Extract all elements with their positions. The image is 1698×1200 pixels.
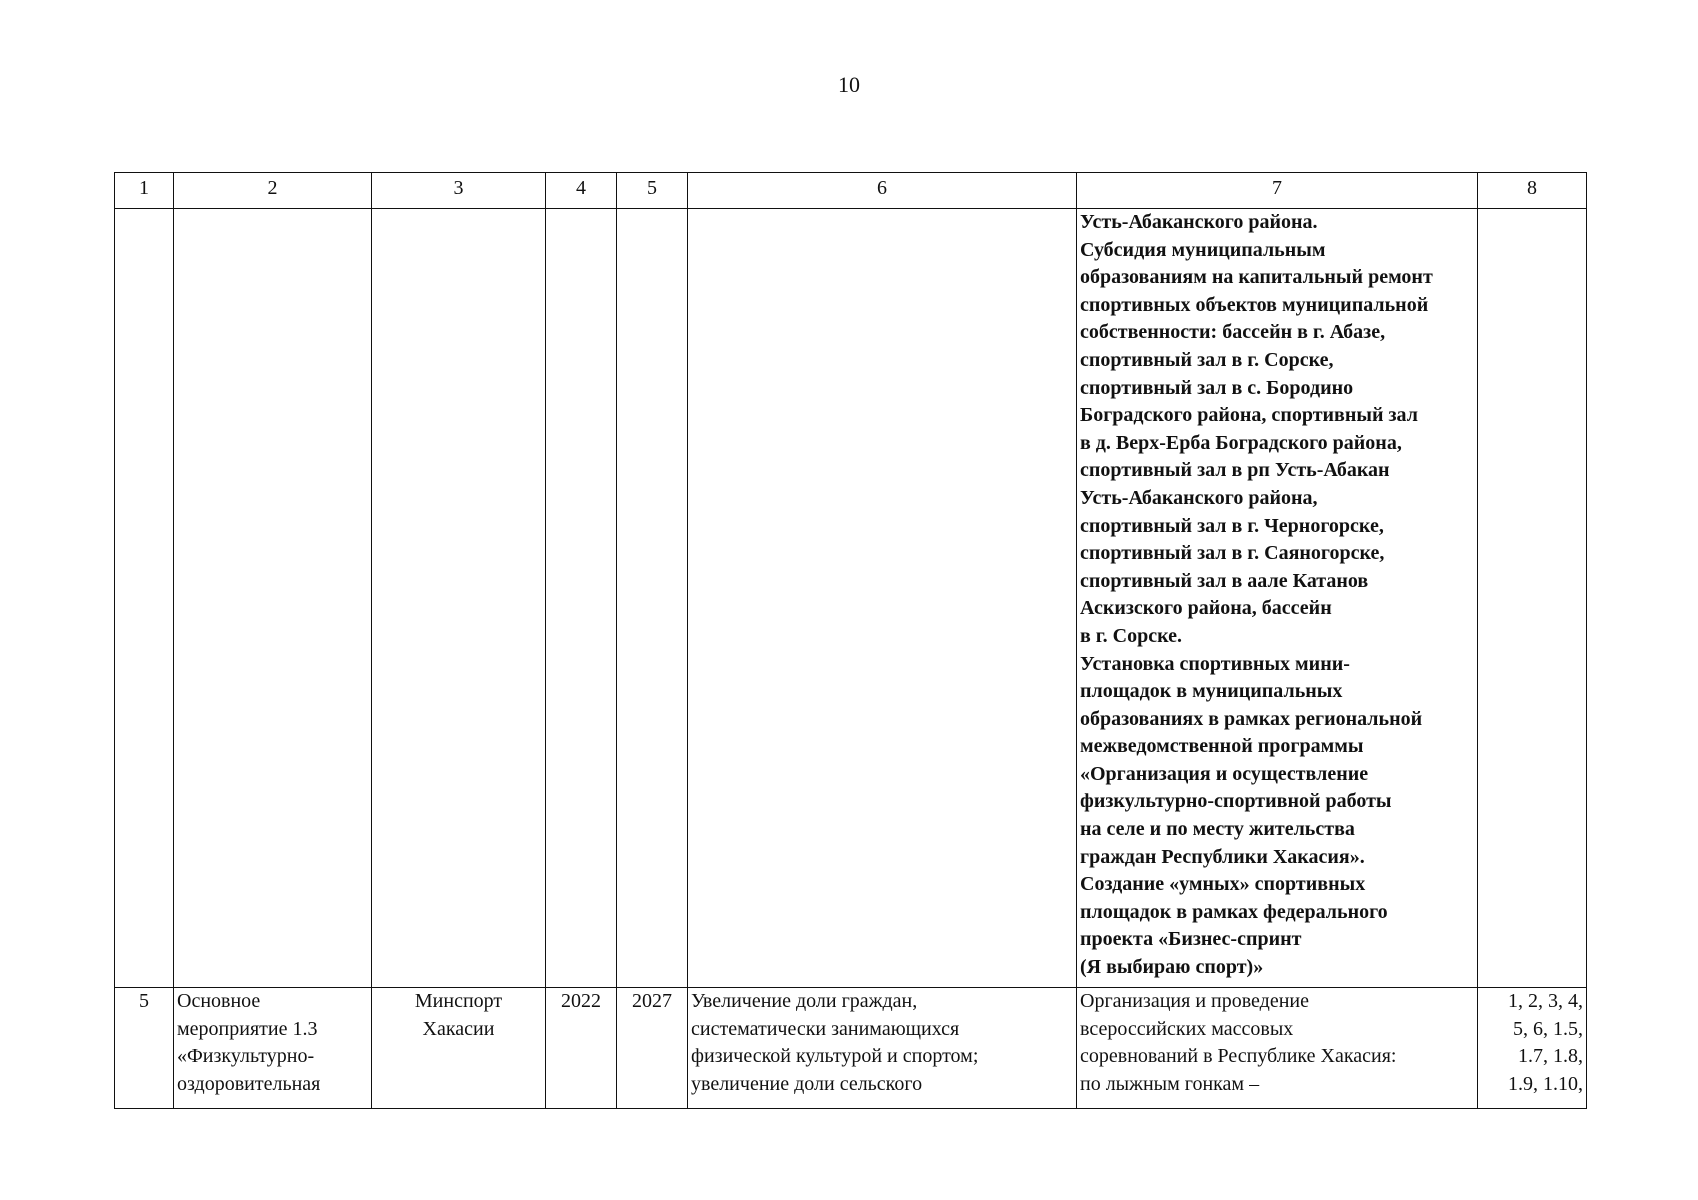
row2-expected-result: [688, 988, 1077, 1109]
row1-col5: [617, 209, 688, 988]
row1-col1: [115, 209, 174, 988]
cell-text-line: Аскизского района, бассейн: [1080, 597, 1332, 620]
cell-text-line: оздоровительная: [177, 1072, 321, 1095]
row2-executor: [372, 988, 546, 1109]
cell-text-line: Организация и проведение: [1080, 990, 1309, 1012]
cell-text-line: спортивный зал в рп Усть-Абакан: [1080, 459, 1390, 482]
cell-text-line: 1, 2, 3, 4,: [1508, 990, 1583, 1012]
cell-text-line: площадок в муниципальных: [1080, 680, 1343, 703]
cell-text-line: Усть-Абаканского района.: [1080, 211, 1318, 233]
cell-text-line: Минспорт: [414, 990, 503, 1012]
cell-text-line: Хакасии: [422, 1017, 495, 1040]
header-col-4: 4: [546, 173, 617, 209]
row2-start-year: 2022: [546, 988, 617, 1109]
cell-text-line: 5, 6, 1.5,: [1513, 1017, 1583, 1040]
cell-text-line: спортивный зал в г. Черногорске,: [1080, 514, 1384, 537]
cell-text-line: всероссийских массовых: [1080, 1017, 1294, 1040]
row1-col6: [688, 209, 1077, 988]
cell-text-line: увеличение доли сельского: [691, 1072, 923, 1095]
cell-text-line: спортивный зал в с. Бородино: [1080, 376, 1354, 399]
cell-text-line: проекта «Бизнес-спринт: [1080, 928, 1302, 951]
row2-measures: [1077, 988, 1478, 1109]
table-row: [115, 988, 1587, 1109]
cell-text-line: мероприятие 1.3: [177, 1017, 318, 1040]
cell-text-line: 1.7, 1.8,: [1518, 1045, 1583, 1068]
cell-text-line: Увеличение доли граждан,: [691, 990, 918, 1012]
header-row: [115, 173, 1587, 209]
cell-text-line: 1.9, 1.10,: [1508, 1072, 1583, 1095]
row1-col7-measures: [1077, 209, 1478, 988]
cell-text-line: на селе и по месту жительства: [1080, 818, 1355, 841]
cell-text-line: Субсидия муниципальным: [1080, 238, 1326, 261]
cell-text-line: (Я выбираю спорт)»: [1080, 956, 1264, 979]
row1-col4: [546, 209, 617, 988]
cell-text-line: образованиях в рамках региональной: [1080, 707, 1423, 730]
cell-text-line: образованиям на капитальный ремонт: [1080, 266, 1433, 289]
cell-text-line: физической культурой и спортом;: [691, 1045, 979, 1068]
cell-text-line: в д. Верх-Ерба Боградского района,: [1080, 431, 1402, 454]
header-col-3: 3: [372, 173, 546, 209]
row1-col3: [372, 209, 546, 988]
cell-text-line: межведомственной программы: [1080, 735, 1364, 758]
cell-text-line: «Физкультурно-: [177, 1045, 315, 1068]
program-table: [114, 172, 1587, 1109]
cell-text-line: по лыжным гонкам –: [1080, 1072, 1260, 1095]
cell-text-line: спортивный зал в аале Катанов: [1080, 569, 1369, 592]
table-row: [115, 209, 1587, 988]
header-col-8: 8: [1478, 173, 1587, 209]
page-number: 10: [838, 72, 860, 97]
cell-text-line: «Организация и осуществление: [1080, 762, 1369, 785]
header-col-5: 5: [617, 173, 688, 209]
cell-text-line: спортивный зал в г. Сорске,: [1080, 348, 1334, 371]
cell-text-line: спортивный зал в г. Саяногорске,: [1080, 542, 1385, 565]
header-col-1: 1: [115, 173, 174, 209]
cell-text-line: спортивных объектов муниципальной: [1080, 293, 1429, 316]
cell-text-line: систематически занимающихся: [691, 1017, 960, 1040]
row1-col2: [174, 209, 372, 988]
row2-activity-name: [174, 988, 372, 1109]
cell-text-line: Основное: [177, 990, 261, 1012]
header-col-2: 2: [174, 173, 372, 209]
cell-text-line: Создание «умных» спортивных: [1080, 873, 1366, 896]
cell-text-line: площадок в рамках федерального: [1080, 900, 1388, 923]
cell-text-line: Усть-Абаканского района,: [1080, 486, 1318, 509]
cell-text-line: Установка спортивных мини-: [1080, 652, 1350, 675]
cell-text-line: собственности: бассейн в г. Абазе,: [1080, 321, 1386, 344]
cell-text-line: физкультурно-спортивной работы: [1080, 790, 1392, 813]
row2-number: 5: [115, 988, 174, 1109]
header-col-6: 6: [688, 173, 1077, 209]
cell-text-line: Боградского района, спортивный зал: [1080, 404, 1418, 427]
row2-end-year: 2027: [617, 988, 688, 1109]
row1-col8: [1478, 209, 1587, 988]
cell-text-line: в г. Сорске.: [1080, 624, 1182, 647]
row2-indicators: [1478, 988, 1587, 1109]
cell-text-line: граждан Республики Хакасия».: [1080, 845, 1365, 868]
cell-text-line: соревнований в Республике Хакасия:: [1080, 1045, 1397, 1068]
header-col-7: 7: [1077, 173, 1478, 209]
